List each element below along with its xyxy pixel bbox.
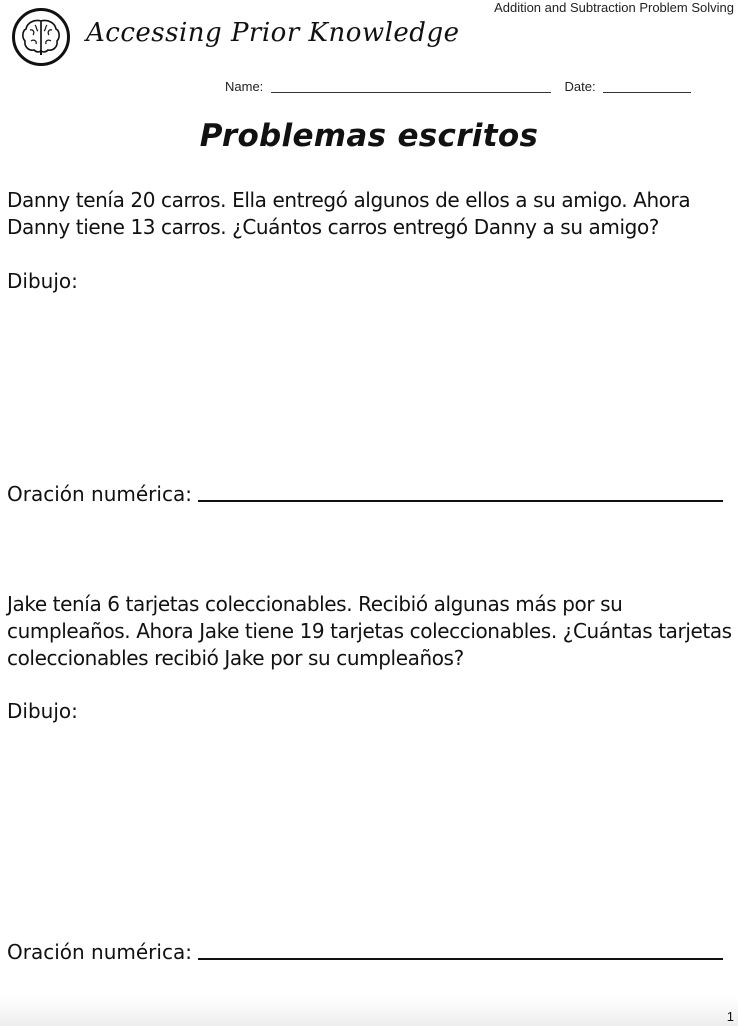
worksheet-subject: Addition and Subtraction Problem Solving [494,0,734,15]
name-label: Name: [225,79,264,94]
date-label: Date: [564,79,596,94]
number-sentence-label: Oración numérica: [7,482,192,506]
problem-1-number-sentence [7,482,723,506]
problem-2-number-sentence [7,940,723,964]
page-title: Problemas escritos [199,118,539,154]
problem-1-drawing-label: Dibujo: [7,269,78,293]
problem-2-text: Jake tenía 6 tarjetas coleccionables. Recibió algunas más por su cumpleaños. Ahora Jake tiene 19 tarjetas coleccionables. ¿Cuántas tarjetas coleccionables recibió Jake por su cumpleaños? [7,592,732,670]
problem-1-text: Danny tenía 20 carros. Ella entregó algunos de ellos a su amigo. Ahora Danny tiene 13 carros. ¿Cuántos carros entregó Danny a su amigo? [7,188,691,239]
page-number: 1 [726,1009,734,1024]
name-date-row [225,79,691,94]
name-field[interactable] [271,92,551,93]
brain-icon [12,8,70,66]
number-sentence-answer-line[interactable] [198,958,723,960]
date-field[interactable] [603,92,691,93]
problem-2-drawing-label: Dibujo: [7,699,78,723]
page-footer [0,996,738,1026]
number-sentence-answer-line[interactable] [198,500,723,502]
number-sentence-label: Oración numérica: [7,940,192,964]
brand-name: Accessing Prior Knowledge [86,18,460,48]
